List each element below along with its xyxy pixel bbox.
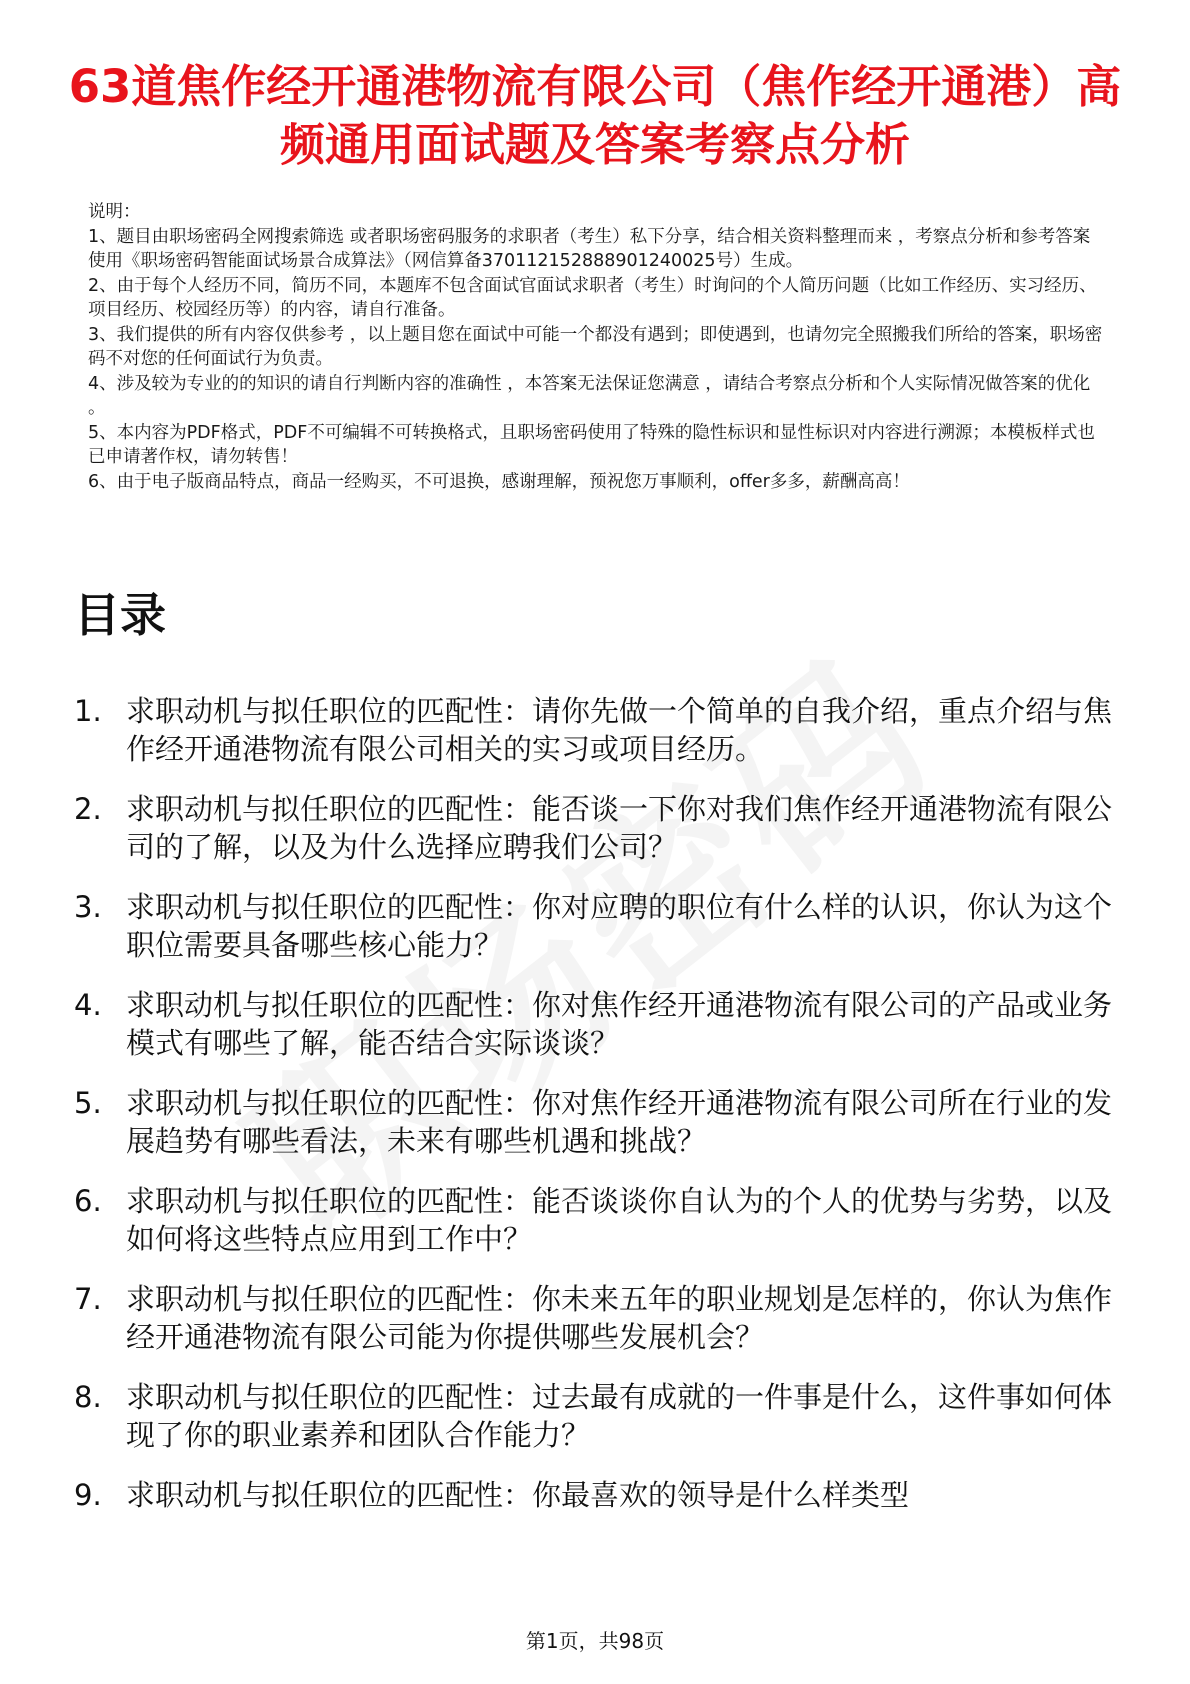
toc-item-number: 3. [74,890,102,924]
toc-item-text: 求职动机与拟任职位的匹配性：能否谈一下你对我们焦作经开通港物流有限公司的了解，以及为什么选择应聘我们公司？ [126,792,1113,864]
notes-heading: 说明： [88,202,141,222]
toc-item[interactable] [74,692,1124,768]
toc-item-text: 求职动机与拟任职位的匹配性：过去最有成就的一件事是什么，这件事如何体现了你的职业素养和团队合作能力？ [126,1380,1113,1452]
toc-item-number: 8. [74,1380,102,1414]
page-number-footer: 第1页，共98页 [525,1629,665,1653]
toc-item-number: 4. [74,988,102,1022]
toc-item[interactable] [74,888,1124,964]
document-title: 63道焦作经开通港物流有限公司（焦作经开通港）高频通用面试题及答案考察点分析 [68,60,1122,171]
toc-item-text: 求职动机与拟任职位的匹配性：你对焦作经开通港物流有限公司的产品或业务模式有哪些了解，能否结合实际谈谈？ [126,988,1113,1060]
toc-list [74,692,1124,1536]
note-item: 4、涉及较为专业的的知识的请自行判断内容的准确性 ，本答案无法保证您满意 ，请结合考察点分析和个人实际情况做答案的优化 。 [88,373,1091,418]
note-item: 2、由于每个人经历不同，简历不同，本题库不包含面试官面试求职者（考生）时询问的个人简历问题（比如工作经历、实习经历、项目经历、校园经历等）的内容，请自行准备。 [88,275,1097,320]
toc-item-text: 求职动机与拟任职位的匹配性：请你先做一个简单的自我介绍，重点介绍与焦作经开通港物流有限公司相关的实习或项目经历。 [126,694,1113,766]
toc-item-number: 7. [74,1282,102,1316]
toc-item-number: 2. [74,792,102,826]
toc-item[interactable] [74,1280,1124,1356]
toc-item-text: 求职动机与拟任职位的匹配性：你对应聘的职位有什么样的认识，你认为这个职位需要具备哪些核心能力？ [126,890,1113,962]
toc-item-number: 1. [74,694,102,728]
note-item: 5、本内容为PDF格式，PDF不可编辑不可转换格式，且职场密码使用了特殊的隐性标识和显性标识对内容进行溯源；本模板样式也已申请著作权，请勿转售！ [88,422,1095,467]
toc-item-text: 求职动机与拟任职位的匹配性：能否谈谈你自认为的个人的优势与劣势，以及如何将这些特点应用到工作中？ [126,1184,1113,1256]
toc-heading: 目录 [74,588,166,642]
toc-item[interactable] [74,1476,1124,1514]
toc-item[interactable] [74,1378,1124,1454]
toc-item[interactable] [74,1084,1124,1160]
notes-section [88,200,1106,494]
toc-item-text: 求职动机与拟任职位的匹配性：你最喜欢的领导是什么样类型 [126,1478,910,1512]
note-item: 3、我们提供的所有内容仅供参考 ，以上题目您在面试中可能一个都没有遇到；即使遇到，也请勿完全照搬我们所给的答案，职场密码不对您的任何面试行为负责。 [88,324,1103,369]
toc-item[interactable] [74,790,1124,866]
toc-item-number: 9. [74,1478,102,1512]
toc-item-text: 求职动机与拟任职位的匹配性：你对焦作经开通港物流有限公司所在行业的发展趋势有哪些看法，未来有哪些机遇和挑战？ [126,1086,1113,1158]
toc-item-text: 求职动机与拟任职位的匹配性：你未来五年的职业规划是怎样的，你认为焦作经开通港物流有限公司能为你提供哪些发展机会？ [126,1282,1113,1354]
note-item: 6、由于电子版商品特点，商品一经购买，不可退换，感谢理解，预祝您万事顺利，offer多多，薪酬高高！ [88,471,910,492]
toc-item-number: 6. [74,1184,102,1218]
toc-item[interactable] [74,986,1124,1062]
note-item: 1、题目由职场密码全网搜索筛选 或者职场密码服务的求职者（考生）私下分享，结合相关资料整理而来 ，考察点分析和参考答案使用《职场密码智能面试场景合成算法》（网信算备370112152888901240025号）生成。 [88,226,1091,271]
toc-item[interactable] [74,1182,1124,1258]
toc-item-number: 5. [74,1086,102,1120]
